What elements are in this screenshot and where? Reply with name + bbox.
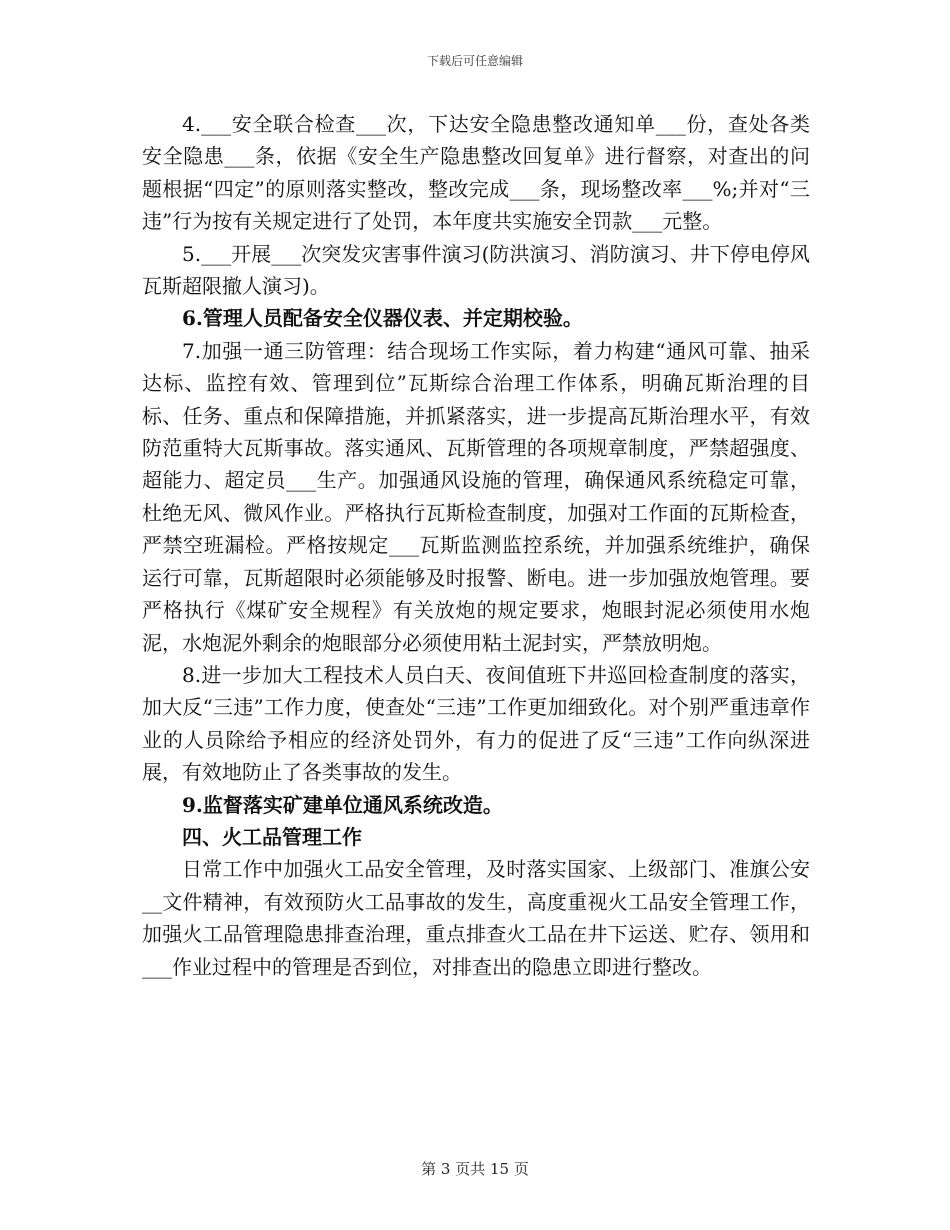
paragraph-item-9: 9.监督落实矿建单位通风系统改造。	[182, 792, 503, 817]
page-header: 下载后可任意编辑	[426, 54, 523, 68]
document-body	[142, 108, 810, 983]
page-footer: 第 3 页共 15 页	[421, 1160, 529, 1178]
paragraph-item-7: 7.加强一通三防管理：结合现场工作实际，着力构建“通风可靠、抽采达标、监控有效、管理到位”瓦斯综合治理工作体系，明确瓦斯治理的目标、任务、重点和保障措施，并抓紧落实，进一步提高瓦斯治理水平，有效防范重特大瓦斯事故。落实通风、瓦斯管理的各项规章制度，严禁超强度、超能力、超定员___生产。加强通风设施的管理，确保通风系统稳定可靠，杜绝无风、微风作业。严格执行瓦斯检查制度，加强对工作面的瓦斯检查，严禁空班漏检。严格按规定___瓦斯监测监控系统，并加强系统维护，确保运行可靠，瓦斯超限时必须能够及时报警、断电。进一步加强放炮管理。要严格执行《煤矿安全规程》有关放炮的规定要求，炮眼封泥必须使用水炮泥，水炮泥外剩余的炮眼部分必须使用粘土泥封实，严禁放明炮。	[142, 338, 810, 655]
section-heading: 四、火工品管理工作	[182, 824, 362, 849]
paragraph-explosives: 日常工作中加强火工品安全管理，及时落实国家、上级部门、准旗公安__文件精神，有效预防火工品事故的发生，高度重视火工品安全管理工作，加强火工品管理隐患排查治理，重点排查火工品在井下运送、贮存、领用和___作业过程中的管理是否到位，对排查出的隐患立即进行整改。	[142, 857, 810, 979]
paragraph-item-4: 4.___安全联合检查___次，下达安全隐患整改通知单___份，查处各类安全隐患___条，依据《安全生产隐患整改回复单》进行督察，对查出的问题根据“四定”的原则落实整改，整改完成___条，现场整改率___%;并对“三违”行为按有关规定进行了处罚，本年度共实施安全罚款___元整。	[142, 112, 810, 234]
paragraph-item-8: 8.进一步加大工程技术人员白天、夜间值班下井巡回检查制度的落实，加大反“三违”工作力度，使查处“三违”工作更加细致化。对个别严重违章作业的人员除给予相应的经济处罚外，有力的促进了反“三违”工作向纵深进展，有效地防止了各类事故的发生。	[142, 662, 810, 785]
paragraph-item-5: 5.___开展___次突发灾害事件演习(防洪演习、消防演习、井下停电停风瓦斯超限撤人演习)。	[142, 241, 810, 299]
paragraph-item-6: 6.管理人员配备安全仪器仪表、并定期校验。	[182, 306, 583, 331]
